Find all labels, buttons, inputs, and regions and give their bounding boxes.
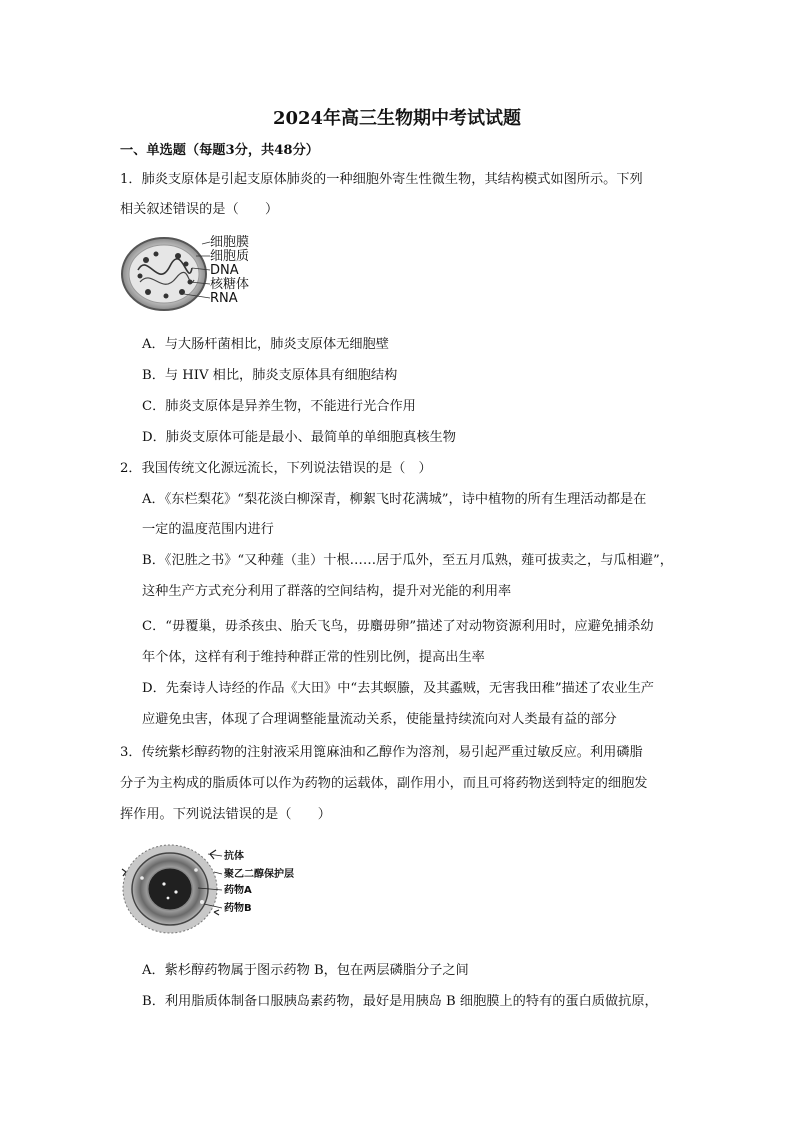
label-cytoplasm: 细胞质 xyxy=(210,249,250,264)
section-header: 一、单选题（每题3分，共48分） xyxy=(120,143,319,158)
label-ribosome: 核糖体 xyxy=(210,277,250,292)
question-2-option-a-line-2: 一定的温度范围内进行 xyxy=(142,522,274,537)
question-2-option-d-line-1: D．先秦诗人诗经的作品《大田》中“去其螟螣，及其蟊贼，无害我田稚”描述了农业生产 xyxy=(142,681,654,696)
question-3-stem-line-1: 3．传统紫杉醇药物的注射液采用篦麻油和乙醇作为溶剂，易引起严重过敏反应。利用磷脂 xyxy=(120,745,643,760)
question-1-option-d: D．肺炎支原体可能是最小、最简单的单细胞真核生物 xyxy=(142,430,456,445)
label-rna: RNA xyxy=(210,291,238,306)
question-2-option-b-line-1: B．《氾胜之书》“又种薤（韭）十根……居于瓜外，至五月瓜熟，薤可拔卖之，与瓜相避”， xyxy=(142,553,673,568)
label-drug-a: 药物A xyxy=(224,885,252,896)
question-2-stem: 2．我国传统文化源远流长，下列说法错误的是（ ） xyxy=(120,461,432,476)
liposome-diagram xyxy=(118,842,328,936)
question-2-option-d-line-2: 应避免虫害，体现了合理调整能量流动关系，使能量持续流向对人类最有益的部分 xyxy=(142,712,617,727)
question-1-option-c: C．肺炎支原体是异养生物，不能进行光合作用 xyxy=(142,399,416,414)
label-antibody: 抗体 xyxy=(224,851,244,862)
label-drug-b: 药物B xyxy=(224,903,252,914)
question-1-stem-line-1: 1．肺炎支原体是引起支原体肺炎的一种细胞外寄生性微生物，其结构模式如图所示。下列 xyxy=(120,172,643,187)
label-cell-membrane: 细胞膜 xyxy=(210,235,250,250)
question-2-option-a-line-1: A．《东栏梨花》“梨花淡白柳深青，柳絮飞时花满城”，诗中植物的所有生理活动都是在 xyxy=(142,492,647,507)
question-3-stem-line-2: 分子为主构成的脂质体可以作为药物的运载体，副作用小，而且可将药物送到特定的细胞发 xyxy=(120,776,648,791)
question-1-option-b: B．与 HIV 相比，肺炎支原体具有细胞结构 xyxy=(142,368,398,383)
label-dna: DNA xyxy=(210,263,239,278)
question-1-option-a: A．与大肠杆菌相比，肺炎支原体无细胞壁 xyxy=(142,337,389,352)
mycoplasma-structure-diagram xyxy=(118,232,268,316)
question-2-option-c-line-1: C．“毋覆巢，毋杀孩虫、胎夭飞鸟，毋麛毋卵”描述了对动物资源利用时，应避免捕杀幼 xyxy=(142,619,654,634)
question-1-stem-line-2: 相关叙述错误的是（ ） xyxy=(120,202,279,217)
label-peg-protective-layer: 聚乙二醇保护层 xyxy=(224,869,294,880)
question-2-option-b-line-2: 这种生产方式充分利用了群落的空间结构，提升对光能的利用率 xyxy=(142,584,512,599)
question-3-stem-line-3: 挥作用。下列说法错误的是（ ） xyxy=(120,807,331,822)
page-title: 2024年高三生物期中考试试题 xyxy=(272,108,522,129)
question-3-option-a: A．紫杉醇药物属于图示药物 B，包在两层磷脂分子之间 xyxy=(142,963,469,978)
question-3-option-b: B．利用脂质体制备口服胰岛素药物，最好是用胰岛 B 细胞膜上的特有的蛋白质做抗原， xyxy=(142,994,658,1009)
question-2-option-c-line-2: 年个体，这样有利于维持种群正常的性别比例，提高出生率 xyxy=(142,650,485,665)
